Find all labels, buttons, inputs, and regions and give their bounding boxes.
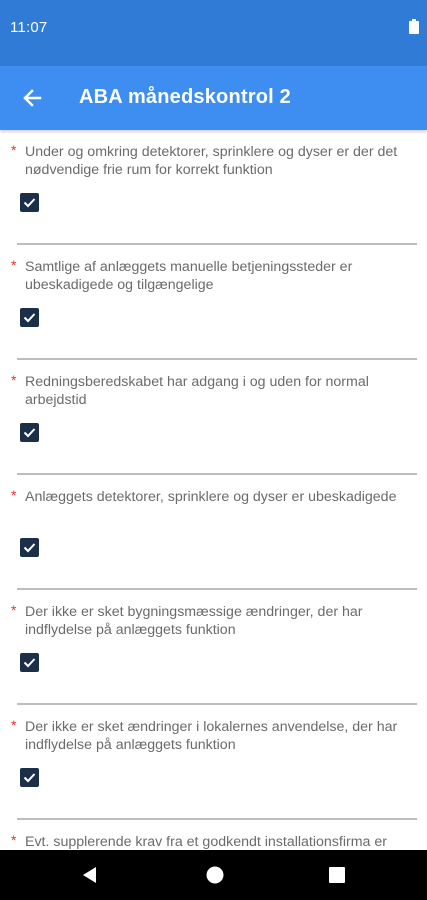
required-marker: *	[11, 717, 17, 733]
list-item	[0, 820, 427, 850]
check-icon	[22, 770, 37, 785]
battery-icon	[409, 19, 419, 34]
status-bar	[0, 0, 427, 66]
item-label: Anlæggets detektorer, sprinklere og dyser er ubeskadigede	[25, 489, 397, 505]
square-recents-icon[interactable]	[328, 865, 346, 885]
item-checkbox[interactable]	[20, 538, 39, 557]
list-item	[0, 590, 427, 705]
arrow-left-icon	[22, 88, 42, 108]
list-item	[0, 245, 427, 360]
check-icon	[22, 195, 37, 210]
required-marker: *	[11, 487, 17, 503]
item-checkbox[interactable]	[20, 768, 39, 787]
list-item	[0, 705, 427, 820]
item-checkbox[interactable]	[20, 193, 39, 212]
item-label: Evt. supplerende krav fra et godkendt installationsfirma er	[25, 834, 387, 850]
item-label: Under og omkring detektorer, sprinklere og dyser er der det nødvendige frie rum for korrekt funktion	[25, 144, 398, 178]
required-marker: *	[11, 602, 17, 618]
item-label: Der ikke er sket ændringer i lokalernes anvendelse, der har indflydelse på anlæggets funktion	[25, 719, 398, 753]
status-time: 11:07	[10, 19, 48, 36]
item-checkbox[interactable]	[20, 423, 39, 442]
item-checkbox[interactable]	[20, 308, 39, 327]
circle-home-icon[interactable]	[205, 865, 225, 885]
item-label: Der ikke er sket bygningsmæssige ændringer, der har indflydelse på anlæggets funktion	[25, 604, 363, 638]
item-label: Redningsberedskabet har adgang i og uden for normal arbejdstid	[25, 374, 369, 408]
list-item	[0, 475, 427, 590]
system-nav-bar	[0, 850, 427, 900]
app-bar	[0, 66, 427, 130]
check-icon	[22, 540, 37, 555]
back-button[interactable]	[12, 78, 52, 118]
list-item	[0, 130, 427, 245]
required-marker: *	[11, 142, 17, 158]
check-icon	[22, 310, 37, 325]
required-marker: *	[11, 257, 17, 273]
required-marker: *	[11, 832, 17, 848]
checklist[interactable]	[0, 130, 427, 850]
item-checkbox[interactable]	[20, 653, 39, 672]
list-item	[0, 360, 427, 475]
item-label: Samtlige af anlæggets manuelle betjeningssteder er ubeskadigede og tilgængelige	[25, 259, 353, 293]
page-title: ABA månedskontrol 2	[79, 86, 291, 108]
check-icon	[22, 655, 37, 670]
triangle-back-icon[interactable]	[80, 865, 98, 885]
required-marker: *	[11, 372, 17, 388]
check-icon	[22, 425, 37, 440]
